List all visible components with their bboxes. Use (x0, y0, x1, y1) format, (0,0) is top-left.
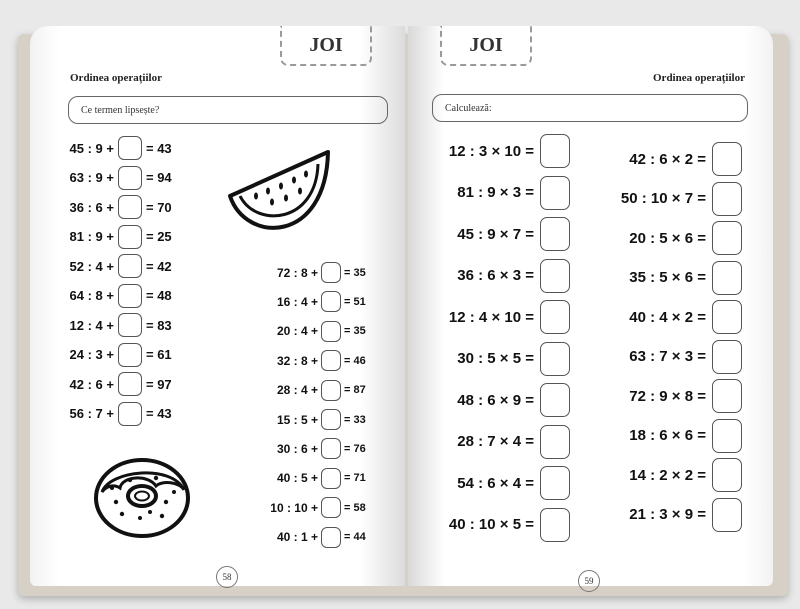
calculation-expression: 36 : 6 × 3 = (457, 267, 534, 284)
page-title-left: Ordinea operațiilor (70, 72, 162, 84)
equation-left-side: 56 : 7 + (69, 406, 114, 421)
calculation-expression: 81 : 9 × 3 = (457, 184, 534, 201)
equation-row (34, 313, 172, 337)
calculation-expression: 54 : 6 × 4 = (457, 474, 534, 492)
answer-box[interactable] (712, 182, 742, 216)
instruction-box-left: Ce termen lipsește? (68, 96, 388, 124)
equation-result: = 48 (146, 288, 172, 303)
equation-left-side: 28 : 4 + (276, 383, 318, 398)
equation-result: = 43 (146, 140, 172, 156)
equation-result: = 76 (344, 442, 366, 455)
answer-box[interactable] (712, 458, 742, 492)
calculation-expression: 18 : 6 × 6 = (629, 427, 706, 444)
equation-left-side: 30 : 6 + (276, 441, 318, 456)
answer-box[interactable] (712, 340, 742, 374)
equation-left-side: 32 : 8 + (276, 353, 318, 368)
answer-box[interactable] (540, 342, 570, 376)
equation-left-side: 20 : 4 + (276, 324, 318, 339)
day-tab-left: JOI (280, 26, 372, 66)
answer-box[interactable] (118, 313, 142, 337)
calculation-expression: 21 : 3 × 9 = (629, 506, 706, 523)
answer-box[interactable] (712, 142, 742, 176)
calculation-row (606, 419, 742, 453)
calculation-expression: 48 : 6 × 9 = (457, 391, 534, 409)
calculation-row (606, 221, 742, 255)
equation-result: = 46 (344, 354, 366, 367)
equation-row (246, 497, 366, 518)
calculation-row (606, 261, 742, 295)
answer-box[interactable] (118, 254, 142, 278)
equation-row (34, 195, 172, 219)
calculation-row (428, 217, 570, 251)
donut-icon (92, 452, 192, 542)
equation-result: = 25 (146, 229, 172, 244)
calculation-expression: 35 : 5 × 6 = (629, 269, 706, 286)
equation-row (246, 438, 366, 459)
answer-box[interactable] (540, 134, 570, 168)
answer-box[interactable] (321, 380, 341, 401)
calculation-expression: 20 : 5 × 6 = (629, 229, 706, 247)
equation-result: = 71 (344, 472, 366, 485)
equation-left-side: 45 : 9 + (69, 140, 114, 156)
page-title-right: Ordinea operațiilor (653, 72, 745, 84)
calculation-row (428, 466, 570, 500)
equation-result: = 43 (146, 406, 172, 421)
equation-left-side: 40 : 1 + (276, 530, 318, 545)
watermelon-icon (226, 144, 336, 244)
left-page (30, 26, 405, 586)
calculation-row (428, 508, 570, 542)
answer-box[interactable] (321, 409, 341, 430)
equation-result: = 87 (344, 384, 366, 397)
equation-row (246, 468, 366, 489)
equation-left-side: 36 : 6 + (69, 199, 114, 215)
calculation-row (606, 458, 742, 492)
instruction-box-right: Calculează: (432, 94, 748, 122)
equation-left-side: 16 : 4 + (276, 294, 318, 309)
equation-result: = 35 (344, 266, 366, 279)
equation-row (246, 527, 366, 548)
equation-row (34, 254, 172, 278)
calculation-expression: 12 : 4 × 10 = (448, 308, 534, 326)
equation-result: = 33 (344, 413, 366, 426)
equation-row (246, 409, 366, 430)
calculation-expression: 40 : 4 × 2 = (629, 308, 706, 326)
answer-box[interactable] (540, 508, 570, 542)
equation-left-side: 64 : 8 + (69, 288, 114, 303)
calculation-row (428, 176, 570, 210)
page-number-left: 58 (216, 566, 238, 588)
equation-row (246, 262, 366, 283)
page-number-right: 59 (578, 570, 600, 592)
calculation-row (606, 340, 742, 374)
equation-left-side: 40 : 5 + (276, 471, 318, 486)
equation-left-side: 52 : 4 + (69, 258, 114, 274)
open-workbook (10, 12, 790, 602)
answer-box[interactable] (118, 372, 142, 396)
equation-result: = 51 (344, 295, 366, 308)
answer-box[interactable] (540, 259, 570, 293)
answer-box[interactable] (118, 225, 142, 249)
calculation-expression: 50 : 10 × 7 = (620, 190, 706, 207)
calculation-row (606, 300, 742, 334)
equation-row (34, 343, 172, 367)
answer-box[interactable] (118, 343, 142, 367)
equation-left-side: 15 : 5 + (276, 412, 318, 427)
equation-left-side: 10 : 10 + (270, 500, 318, 515)
calculation-expression: 28 : 7 × 4 = (457, 433, 534, 450)
calculation-expression: 40 : 10 × 5 = (448, 516, 534, 533)
equation-result: = 94 (146, 170, 172, 185)
equation-row (246, 350, 366, 371)
equation-row (34, 284, 172, 308)
equation-result: = 35 (344, 325, 366, 338)
equation-row (246, 380, 366, 401)
calculation-expression: 42 : 6 × 2 = (629, 150, 706, 168)
answer-box[interactable] (118, 195, 142, 219)
calculation-row (428, 300, 570, 334)
equation-result: = 61 (146, 347, 172, 362)
equation-left-side: 81 : 9 + (69, 229, 114, 244)
equation-result: = 42 (146, 258, 172, 274)
calculation-expression: 45 : 9 × 7 = (457, 225, 534, 243)
right-page (408, 26, 773, 586)
equation-row (246, 321, 366, 342)
equation-result: = 83 (146, 317, 172, 333)
equation-left-side: 42 : 6 + (69, 376, 114, 392)
equation-row (34, 372, 172, 396)
answer-box[interactable] (321, 321, 341, 342)
answer-box[interactable] (712, 419, 742, 453)
calculation-row (428, 383, 570, 417)
answer-box[interactable] (712, 498, 742, 532)
equation-result: = 97 (146, 376, 172, 392)
calculation-expression: 30 : 5 × 5 = (457, 350, 534, 367)
calculation-row (606, 379, 742, 413)
answer-box[interactable] (540, 425, 570, 459)
calculation-row (428, 342, 570, 376)
calculation-expression: 14 : 2 × 2 = (629, 466, 706, 484)
answer-box[interactable] (540, 383, 570, 417)
equation-left-side: 24 : 3 + (69, 347, 114, 362)
equation-row (34, 166, 172, 190)
equation-left-side: 63 : 9 + (69, 170, 114, 185)
answer-box[interactable] (321, 291, 341, 312)
calculation-expression: 12 : 3 × 10 = (448, 142, 534, 160)
answer-box[interactable] (540, 466, 570, 500)
answer-box[interactable] (712, 379, 742, 413)
answer-box[interactable] (321, 468, 341, 489)
answer-box[interactable] (712, 221, 742, 255)
equation-row (246, 291, 366, 312)
equation-row (34, 402, 172, 426)
answer-box[interactable] (321, 350, 341, 371)
equation-left-side: 72 : 8 + (276, 265, 318, 280)
answer-box[interactable] (118, 402, 142, 426)
answer-box[interactable] (321, 438, 341, 459)
day-tab-right: JOI (440, 26, 532, 66)
answer-box[interactable] (118, 166, 142, 190)
answer-box[interactable] (321, 497, 341, 518)
calculation-row (428, 134, 570, 168)
equation-result: = 58 (344, 501, 366, 514)
equation-row (34, 225, 172, 249)
calculation-row (428, 425, 570, 459)
answer-box[interactable] (712, 300, 742, 334)
equation-row (34, 136, 172, 160)
calculation-row (606, 498, 742, 532)
answer-box[interactable] (540, 217, 570, 251)
calculation-row (606, 182, 742, 216)
answer-box[interactable] (540, 176, 570, 210)
answer-box[interactable] (321, 262, 341, 283)
answer-box[interactable] (321, 527, 341, 548)
calculation-row (428, 259, 570, 293)
equation-left-side: 12 : 4 + (69, 317, 114, 333)
answer-box[interactable] (712, 261, 742, 295)
calculation-expression: 63 : 7 × 3 = (629, 348, 706, 365)
answer-box[interactable] (118, 136, 142, 160)
equation-result: = 44 (344, 531, 366, 544)
answer-box[interactable] (118, 284, 142, 308)
answer-box[interactable] (540, 300, 570, 334)
calculation-row (606, 142, 742, 176)
calculation-expression: 72 : 9 × 8 = (629, 387, 706, 405)
equation-result: = 70 (146, 199, 172, 215)
